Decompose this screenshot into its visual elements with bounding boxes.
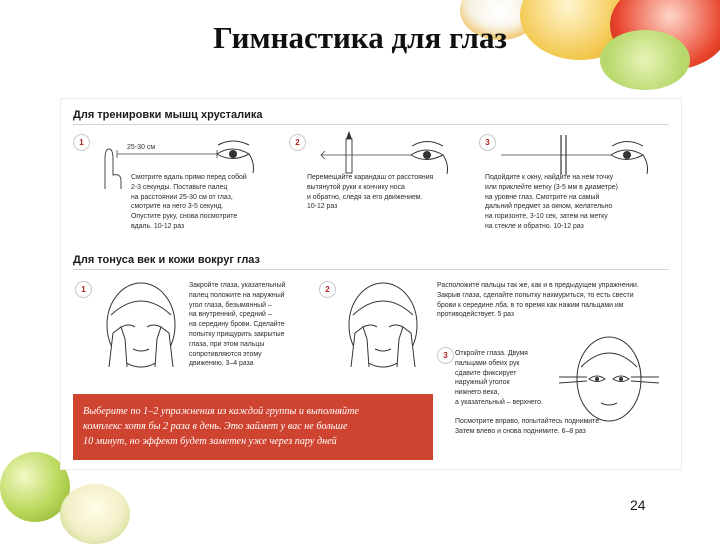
step-description: Смотрите вдаль прямо перед собой 2-3 секунды. Поставьте палец на расстоянии 25-30 см от глаз, смотрите на него 3-5 секунд. Опустите руку, снова посмотрите вдаль. 10-12 раз [131, 174, 247, 230]
step-description: Подойдите к окну, найдите на нем точку или приклейте метку (3-5 мм в диаметре) на уровне глаз. Смотрите на самый дальний предмет за окном, желательно на горизонте, 3-10 сек, затем на метку на стекле и обратно. 10-12 раз [485, 174, 618, 230]
step-number-badge: 3 [437, 347, 454, 364]
face-frown-illustration [333, 277, 433, 372]
step-number-badge: 3 [479, 134, 496, 151]
face-fingers-illustration [91, 277, 191, 372]
window-mark-illustration [491, 129, 671, 179]
step-number-badge: 2 [289, 134, 306, 151]
section-title-eyelids: Для тонуса век и кожи вокруг глаз [73, 254, 261, 266]
step-number-badge: 2 [319, 281, 336, 298]
apple-slice-image [60, 484, 130, 544]
tip-text: Выберите по 1–2 упражнения из каждой группы и выполняйте комплекс хотя бы 2 раза в день. Это займет у вас не больше 10 минут, но эффект будет заметен уже через пару дней [83, 406, 360, 447]
tip-banner [73, 394, 433, 460]
step-number-badge: 1 [75, 281, 92, 298]
step-number-badge: 1 [73, 134, 90, 151]
exercise-card [60, 98, 682, 470]
step-description: Откройте глаза. Двумя пальцами обеих рук сдавите фиксирует наружный уголок нижнего века, а указательный – верхнего. [455, 350, 543, 406]
section-title-lens: Для тренировки мышц хрусталика [73, 109, 263, 121]
step-description: Расположите пальцы так же, как и в предыдущем упражнении. Закрыв глаза, сделайте попытку нахмуриться, то есть свести брови к середине лба, в то время как нажим пальцами им противодействует. 5 раз [437, 282, 639, 319]
slide-title: Гимнастика для глаз [213, 20, 507, 55]
divider [73, 269, 669, 270]
pencil-eye-illustration [301, 129, 481, 179]
step-description-continued: Посмотрите вправо, попытайтесь поднимите. Затем влево и снова поднимите. 6–8 раз [455, 418, 601, 435]
page-number: 24 [630, 497, 646, 513]
divider [73, 124, 669, 125]
distance-label: 25-30 см [127, 144, 156, 151]
face-eyelids-illustration [559, 331, 659, 426]
step-description: Перемещайте карандаш от расстояния вытянутой руки к кончику носа и обратно, следя за его движением. 10-12 раз [307, 174, 434, 211]
step-description: Закройте глаза, указательный палец положите на наружный угол глаза, безымянный – на внутренний, средний – на середину брови. Сделайте попытку прищурить закрытые глаза, при этом пальцы сопротивляются этому движению. 3–4 раза [189, 282, 286, 368]
